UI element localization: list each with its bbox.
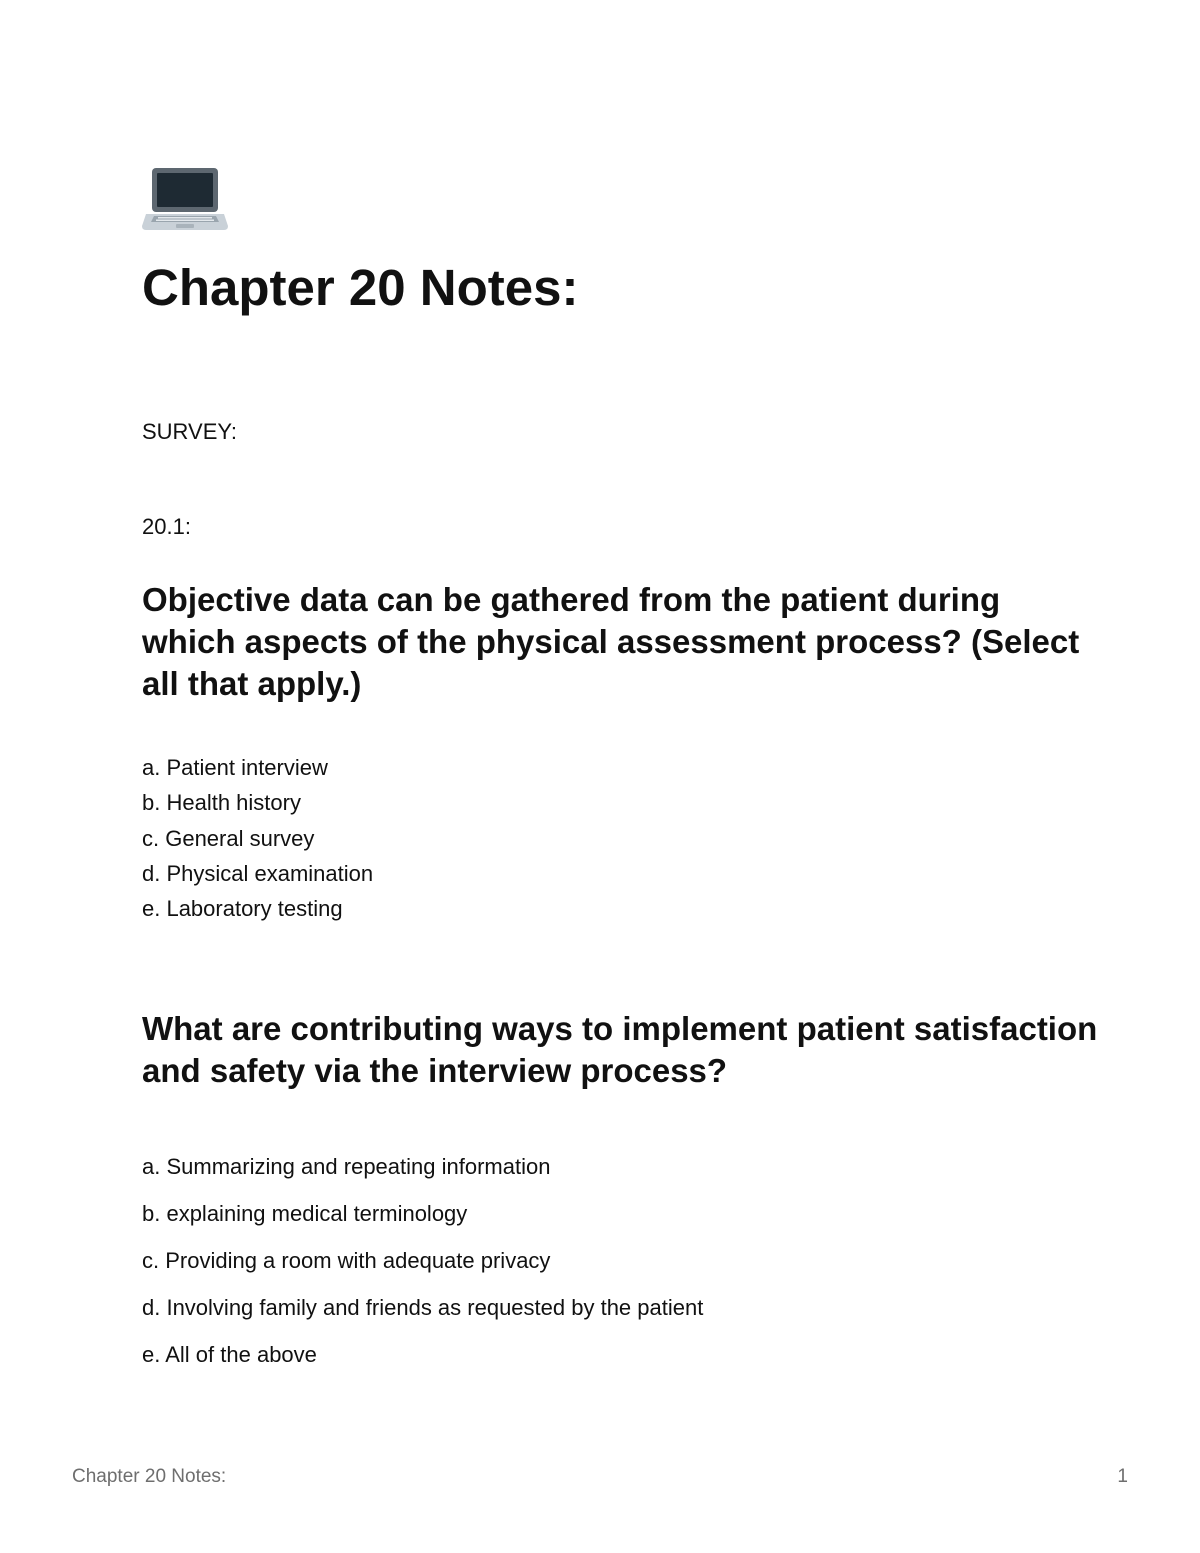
- footer-title: Chapter 20 Notes:: [72, 1466, 227, 1487]
- section-label: SURVEY:: [142, 419, 237, 444]
- question-2-text: What are contributing ways to implement patient satisfaction and safety via the interview process?: [142, 1010, 1098, 1089]
- question-number: 20.1:: [142, 514, 191, 539]
- option-item: c. General survey: [142, 825, 315, 851]
- option-item: d. Physical examination: [142, 860, 374, 886]
- option-item: e. All of the above: [142, 1342, 317, 1367]
- option-item: d. Involving family and friends as requested by the patient: [142, 1295, 704, 1320]
- laptop-icon: [142, 166, 228, 234]
- option-item: a. Patient interview: [142, 755, 328, 780]
- question-2-options: [142, 1143, 703, 1378]
- question-1-text: Objective data can be gathered from the patient during which aspects of the physical assessment process? (Select all that apply.): [142, 581, 1080, 702]
- option-item: c. Providing a room with adequate privacy: [142, 1248, 551, 1273]
- option-item: a. Summarizing and repeating information: [142, 1154, 551, 1179]
- option-item: b. explaining medical terminology: [142, 1201, 468, 1226]
- question-1-options: [142, 750, 373, 926]
- option-item: b. Health history: [142, 790, 301, 816]
- page-title: Chapter 20 Notes:: [142, 259, 579, 316]
- option-item: e. Laboratory testing: [142, 896, 343, 922]
- footer-page-number: 1: [1117, 1466, 1128, 1487]
